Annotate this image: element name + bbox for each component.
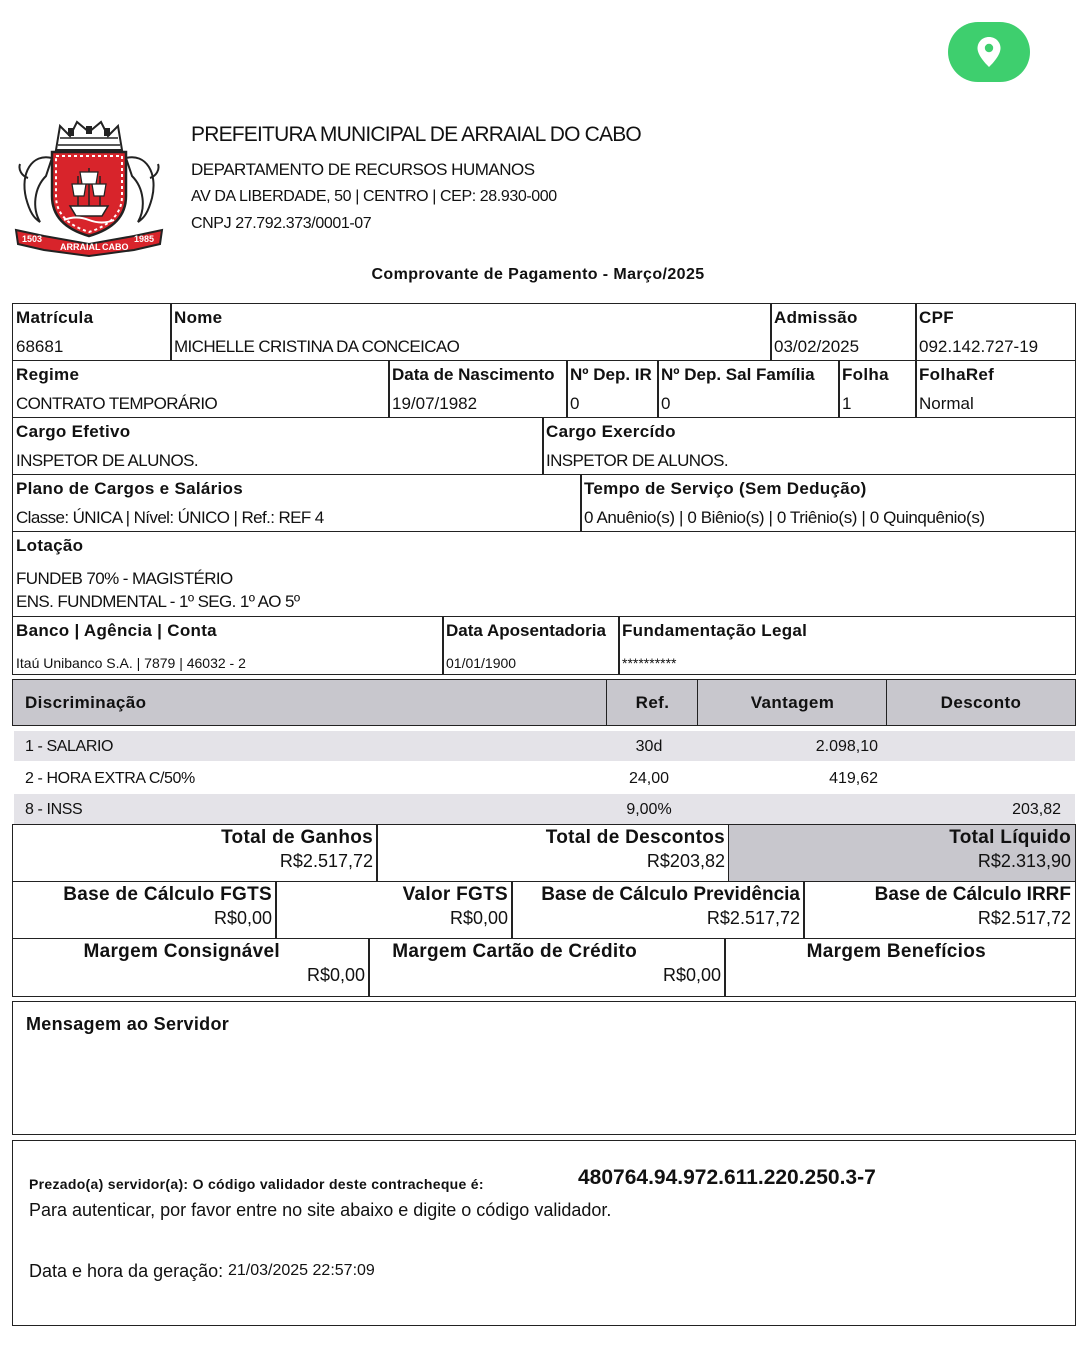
field-value: 0 Anuênio(s) | 0 Biênio(s) | 0 Triênio(s) | 0 Quinquênio(s) (584, 508, 985, 527)
field-label: Lotação (16, 536, 84, 555)
table-row (14, 731, 1075, 761)
field-value: INSPETOR DE ALUNOS. (16, 451, 198, 470)
field-plano-cargos (12, 474, 582, 532)
base-fgts (12, 881, 277, 939)
field-value: 01/01/1900 (446, 655, 517, 671)
field-banco (12, 616, 444, 675)
col-header-desconto: Desconto (886, 679, 1076, 726)
margem-consignavel (12, 938, 370, 997)
field-label: Folha (842, 365, 889, 384)
svg-text:1985: 1985 (134, 234, 155, 244)
valor-fgts (275, 881, 513, 939)
field-dep-sal-familia (657, 360, 840, 418)
svg-text:ARRAIAL: ARRAIAL (60, 242, 101, 252)
department-name: DEPARTAMENTO DE RECURSOS HUMANOS (191, 160, 535, 179)
message-label: Mensagem ao Servidor (26, 1014, 230, 1034)
validation-box (12, 1140, 1076, 1326)
field-aposentadoria (442, 616, 620, 675)
field-label: Fundamentação Legal (622, 621, 808, 640)
field-label: Tempo de Serviço (Sem Dedução) (584, 479, 867, 498)
field-label: FolhaRef (919, 365, 995, 384)
total-label: Margem Benefícios (806, 941, 986, 962)
field-label: Data Aposentadoria (446, 621, 606, 640)
table-row (14, 794, 1075, 824)
field-cargo-efetivo (12, 417, 544, 475)
total-value: R$0,00 (662, 965, 721, 985)
total-ganhos (12, 824, 378, 882)
field-lotacao (12, 531, 1076, 617)
location-pin-icon (976, 36, 1002, 68)
field-cpf (915, 303, 1076, 361)
field-label: Data de Nascimento (392, 365, 555, 384)
field-fundamentacao (618, 616, 1076, 675)
field-value: CONTRATO TEMPORÁRIO (16, 394, 218, 413)
validation-intro: Prezado(a) servidor(a): O código validador deste contracheque é: (29, 1176, 484, 1192)
message-box (12, 1001, 1076, 1135)
total-label: Total de Ganhos (221, 827, 373, 848)
field-admissao (770, 303, 917, 361)
generated-datetime: 21/03/2025 22:57:09 (228, 1262, 375, 1279)
validation-code: 480764.94.972.611.220.250.3-7 (578, 1166, 876, 1189)
field-value: Classe: ÚNICA | Nível: ÚNICO | Ref.: REF 4 (16, 508, 324, 527)
field-label: Nº Dep. Sal Família (661, 365, 815, 384)
org-cnpj: CNPJ 27.792.373/0001-07 (191, 215, 372, 232)
col-header-ref: Ref. (606, 679, 699, 726)
table-row (14, 763, 1075, 793)
field-label: Cargo Exercído (546, 422, 676, 441)
total-value: R$2.313,90 (977, 851, 1071, 871)
field-dep-ir (566, 360, 659, 418)
field-value: MICHELLE CRISTINA DA CONCEICAO (174, 337, 460, 356)
field-value: Itaú Unibanco S.A. | 7879 | 46032 - 2 (16, 655, 246, 671)
field-label: Nome (174, 308, 223, 327)
total-label: Margem Cartão de Crédito (392, 941, 637, 962)
col-header-vantagem: Vantagem (697, 679, 888, 726)
base-previdencia (511, 881, 805, 939)
total-value: R$203,82 (646, 851, 725, 871)
field-tempo-servico (580, 474, 1076, 532)
total-value: R$0,00 (306, 965, 365, 985)
location-button[interactable] (948, 22, 1030, 82)
field-nome (170, 303, 772, 361)
total-label: Total Líquido (949, 827, 1071, 848)
field-folha (838, 360, 917, 418)
base-irrf (803, 881, 1076, 939)
cell-desconto: 203,82 (1012, 801, 1061, 818)
lotacao-line-1: FUNDEB 70% - MAGISTÉRIO (16, 569, 233, 588)
field-value: 19/07/1982 (392, 394, 478, 413)
validation-instruction: Para autenticar, por favor entre no site abaixo e digite o código validador. (29, 1200, 612, 1220)
cell-discriminacao: 1 - SALARIO (25, 738, 114, 755)
field-value: 0 (570, 394, 580, 413)
total-label: Total de Descontos (545, 827, 725, 848)
cell-discriminacao: 8 - INSS (25, 801, 83, 818)
coat-of-arms-icon (14, 118, 164, 258)
field-label: Nº Dep. IR (570, 365, 652, 384)
cell-ref: 9,00% (626, 801, 672, 818)
lotacao-line-2: ENS. FUNDMENTAL - 1º SEG. 1º AO 5º (16, 592, 300, 611)
total-value: R$0,00 (213, 908, 272, 928)
generated-label: Data e hora da geração: (29, 1261, 224, 1281)
field-nascimento (388, 360, 568, 418)
field-value: ********** (622, 655, 677, 671)
total-value: R$2.517,72 (706, 908, 800, 928)
field-value: INSPETOR DE ALUNOS. (546, 451, 728, 470)
field-label: CPF (919, 308, 954, 327)
field-value: 03/02/2025 (774, 337, 860, 356)
field-label: Matrícula (16, 308, 94, 327)
cell-vantagem: 2.098,10 (815, 738, 878, 755)
svg-text:CABO: CABO (102, 242, 129, 252)
margem-cartao-credito (368, 938, 726, 997)
field-label: Admissão (774, 308, 858, 327)
field-label: Regime (16, 365, 80, 384)
field-value: 092.142.727-19 (919, 337, 1039, 356)
total-label: Base de Cálculo FGTS (63, 884, 272, 905)
org-address: AV DA LIBERDADE, 50 | CENTRO | CEP: 28.930-000 (191, 188, 557, 205)
total-label: Base de Cálculo IRRF (874, 884, 1071, 905)
field-label: Plano de Cargos e Salários (16, 479, 243, 498)
field-regime (12, 360, 390, 418)
field-folharef (915, 360, 1076, 418)
field-matricula (12, 303, 172, 361)
margem-beneficios (724, 938, 1076, 997)
cell-vantagem: 419,62 (829, 770, 878, 787)
total-label: Valor FGTS (402, 884, 508, 905)
field-value: Normal (919, 394, 974, 413)
total-descontos (376, 824, 730, 882)
field-cargo-exercido (542, 417, 1076, 475)
total-value: R$2.517,72 (279, 851, 373, 871)
cell-ref: 30d (635, 738, 663, 755)
field-value: 68681 (16, 337, 64, 356)
cell-discriminacao: 2 - HORA EXTRA C/50% (25, 770, 195, 787)
field-value: 0 (661, 394, 671, 413)
field-value: 1 (842, 394, 852, 413)
total-liquido (728, 824, 1076, 882)
cell-ref: 24,00 (628, 770, 670, 787)
total-label: Base de Cálculo Previdência (541, 884, 800, 905)
document-title: Comprovante de Pagamento - Março/2025 (371, 266, 705, 283)
col-header-discriminacao: Discriminação (12, 679, 608, 726)
field-label: Cargo Efetivo (16, 422, 131, 441)
field-label: Banco | Agência | Conta (16, 621, 217, 640)
total-value: R$0,00 (449, 908, 508, 928)
total-label: Margem Consignável (83, 941, 280, 962)
total-value: R$2.517,72 (977, 908, 1071, 928)
svg-text:1503: 1503 (22, 234, 43, 244)
org-title: PREFEITURA MUNICIPAL DE ARRAIAL DO CABO (191, 123, 641, 146)
